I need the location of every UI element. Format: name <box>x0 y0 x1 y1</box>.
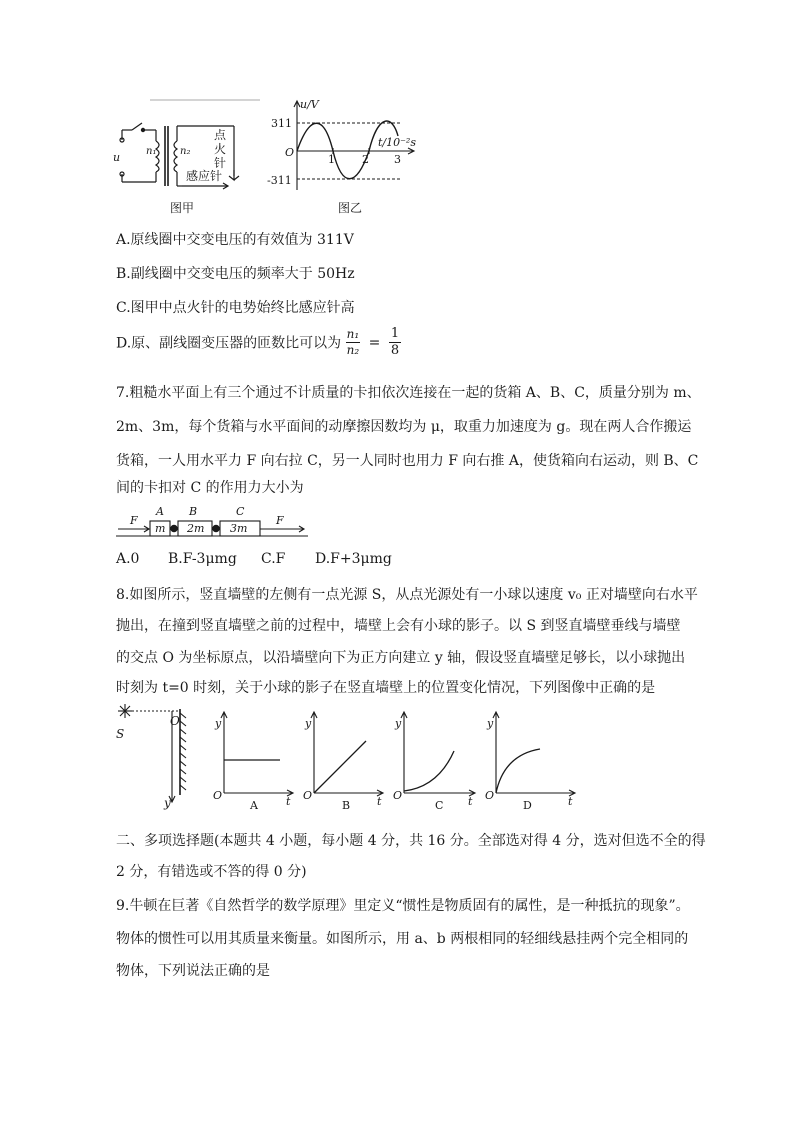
q7-box-label-b: B <box>189 505 198 518</box>
equals-sign: = <box>368 334 381 351</box>
graph-c-label: C <box>435 799 444 811</box>
q7-box-mass-c: 3m <box>230 522 248 535</box>
graph-d-o: O <box>485 789 495 802</box>
ratio-value-num: 1 <box>390 326 400 341</box>
coil-ratio <box>346 327 361 358</box>
graph-d-label: D <box>523 799 532 811</box>
graph-b-y: y <box>305 717 312 730</box>
graph-b-label: B <box>342 799 351 811</box>
q7-boxes-figure <box>116 502 312 540</box>
ratio-value <box>389 326 401 359</box>
light-source-icon <box>118 704 132 718</box>
q8-wall-axis-label: y <box>164 796 171 810</box>
q7-force-right: F <box>276 514 284 527</box>
ignition-label-2: 火 <box>214 142 227 156</box>
q7-option-b: B.F-3μmg <box>168 551 237 567</box>
graph-c <box>401 712 475 796</box>
ignition-label-1: 点 <box>214 128 227 142</box>
q7-option-a: A.0 <box>116 551 140 567</box>
q7-option-c: C.F <box>261 551 286 567</box>
graph-a-t: t <box>286 795 291 808</box>
origin-label: O <box>285 146 295 159</box>
q6-option-d <box>116 326 401 359</box>
q7-box-mass-b: 2m <box>187 522 205 535</box>
ignition-label-3: 针 <box>214 156 227 170</box>
graph-c-y: y <box>395 717 402 730</box>
section2-line-2: 2 分，有错选或不答的得 0 分) <box>116 864 307 880</box>
q9-line-1: 9.牛顿在巨著《自然哲学的数学原理》里定义“惯性是物质固有的属性，是一种抵抗的现象”。 <box>116 898 690 914</box>
ratio-value-den: 8 <box>390 343 400 358</box>
x-tick-2: 2 <box>362 153 369 166</box>
sensor-needle-label: 感应针 <box>186 169 223 183</box>
q7-line-1: 7.粗糙水平面上有三个通过不计质量的卡扣依次连接在一起的货箱 A、B、C，质量分别为 m、 <box>116 385 701 401</box>
graph-c-t: t <box>468 795 473 808</box>
q7-box-label-c: C <box>236 505 245 518</box>
q8-figure <box>112 703 582 811</box>
graph-a-y: y <box>215 717 222 730</box>
q8-source-label: S <box>116 727 125 741</box>
y-tick-neg-311: -311 <box>267 174 292 187</box>
graph-a-label: A <box>250 799 258 811</box>
input-label: u <box>113 151 121 164</box>
q6-option-b: B.副线圈中交变电压的频率大于 50Hz <box>116 266 355 282</box>
x-tick-1: 1 <box>328 153 335 166</box>
q6-option-d-prefix: D.原、副线圈变压器的匝数比可以为 <box>116 335 342 352</box>
axis-y-label: u/V <box>300 98 319 111</box>
fig-jia-caption: 图甲 <box>170 201 195 215</box>
graph-a <box>221 712 293 796</box>
graph-b-o: O <box>303 789 313 802</box>
coil-primary-label: n₁ <box>146 146 157 157</box>
q8-line-3: 的交点 O 为坐标原点，以沿墙壁向下为正方向建立 y 轴，假设竖直墙壁足够长，以小球抛出 <box>116 650 686 666</box>
q7-option-d: D.F+3μmg <box>315 551 392 567</box>
q6-option-c: C.图甲中点火针的电势始终比感应针高 <box>116 300 355 316</box>
graph-b <box>311 712 383 796</box>
graph-c-o: O <box>393 789 403 802</box>
graph-d <box>493 712 575 796</box>
q7-line-4: 间的卡扣对 C 的作用力大小为 <box>116 480 304 496</box>
q8-line-4: 时刻为 t=0 时刻，关于小球的影子在竖直墙壁上的位置变化情况，下列图像中正确的是 <box>116 680 656 696</box>
q7-force-left: F <box>130 514 138 527</box>
y-tick-311: 311 <box>271 117 292 130</box>
q8-origin-label: O <box>170 714 180 728</box>
axis-x-label: t/10⁻²s <box>378 136 416 149</box>
q7-line-3: 货箱，一人用水平力 F 向右拉 C，另一人同时也用力 F 向右推 A，使货箱向右运动，则 B、C <box>116 453 699 469</box>
q6-option-a: A.原线圈中交变电压的有效值为 311V <box>116 232 354 248</box>
q8-line-2: 抛出，在撞到竖直墙壁之前的过程中，墙壁上会有小球的影子。以 S 到竖直墙壁垂线与墙壁 <box>116 618 681 634</box>
q7-box-mass-a: m <box>155 522 166 535</box>
graph-d-t: t <box>568 795 573 808</box>
q9-line-2: 物体的惯性可以用其质量来衡量。如图所示，用 a、b 两根相同的轻细线悬挂两个完全相同的 <box>116 931 689 947</box>
q9-line-3: 物体，下列说法正确的是 <box>116 963 270 979</box>
graph-d-y: y <box>487 717 494 730</box>
q7-line-2: 2m、3m，每个货箱与水平面间的动摩擦因数均为 μ，取重力加速度为 g。现在两人合作搬运 <box>116 419 692 435</box>
q8-line-1: 8.如图所示，竖直墙壁的左侧有一点光源 S，从点光源处有一小球以速度 v₀ 正对墙壁向右水平 <box>116 587 698 603</box>
graph-b-t: t <box>377 795 382 808</box>
coil-ratio-num: n₁ <box>346 327 360 341</box>
x-tick-3: 3 <box>394 153 401 166</box>
graph-a-o: O <box>213 789 223 802</box>
section2-line-1: 二、多项选择题(本题共 4 小题，每小题 4 分，共 16 分。全部选对得 4 分，选对但选不全的得 <box>116 833 706 849</box>
transformer-figures <box>110 96 420 218</box>
coil-secondary-label: n₂ <box>180 146 191 157</box>
coil-ratio-den: n₂ <box>346 343 360 357</box>
q7-box-label-a: A <box>156 505 164 518</box>
fig-yi-caption: 图乙 <box>338 201 363 215</box>
